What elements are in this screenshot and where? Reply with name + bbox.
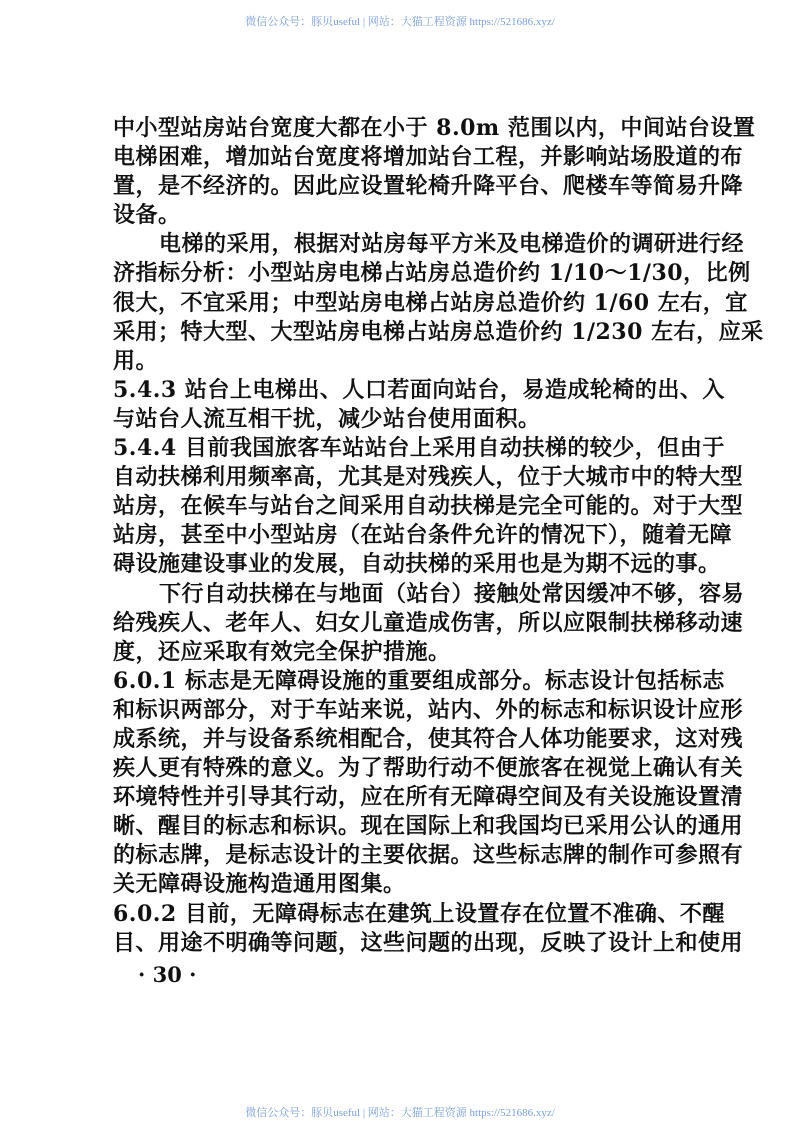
text-line: 设备。 (113, 202, 181, 229)
watermark-bottom: 微信公众号：豚贝useful | 网站：大猫工程资源 https://521686.xyz/ (245, 1107, 555, 1119)
text-line: 疾人更有特殊的意义。为了帮助行动不便旅客在视觉上确认有关 (113, 755, 744, 782)
text-line: 置，是不经济的。因此应设置轮椅升降平台、爬楼车等简易升降 (113, 173, 744, 200)
watermark-top: 微信公众号：豚贝useful | 网站：大猫工程资源 https://521686.xyz/ (245, 16, 555, 28)
text-line: 5.4.4 目前我国旅客车站站台上采用自动扶梯的较少，但由于 (113, 435, 725, 462)
text-line: 用。 (113, 347, 159, 374)
text-line: 中小型站房站台宽度大都在小于 8.0m 范围以内，中间站台设置 (113, 115, 756, 141)
text-line: 站房，在候车与站台之间采用自动扶梯是完全可能的。对于大型 (113, 493, 744, 520)
text-line: 6.0.1 标志是无障碍设施的重要组成部分。标志设计包括标志 (113, 667, 725, 694)
text-line: 和标识两部分，对于车站来说，站内、外的标志和标识设计应形 (113, 696, 744, 723)
text-line: 碍设施建设事业的发展，自动扶梯的采用也是为期不远的事。 (113, 551, 721, 578)
text-line: 晰、醒目的标志和标识。现在国际上和我国均已采用公认的通用 (113, 813, 744, 840)
text-line: 与站台人流互相干扰，减少站台使用面积。 (113, 405, 541, 432)
text-line: 济指标分析：小型站房电梯占站房总造价约 1/10～1/30，比例 (113, 260, 751, 287)
text-line: 很大，不宜采用；中型站房电梯占站房总造价约 1/60 左右，宜 (113, 289, 748, 316)
text-line: 电梯困难，增加站台宽度将增加站台工程，并影响站场股道的布 (113, 144, 744, 171)
text-line: 5.4.3 站台上电梯出、人口若面向站台，易造成轮椅的出、入 (113, 376, 725, 403)
text-line: 电梯的采用，根据对站房每平方米及电梯造价的调研进行经 (159, 231, 745, 258)
page-number: · 30 · (138, 962, 197, 987)
text-line: 度，还应采取有效完全保护措施。 (113, 638, 451, 665)
text-line: 成系统，并与设备系统相配合，使其符合人体功能要求，这对残 (113, 725, 744, 752)
text-line: 关无障碍设施构造通用图集。 (113, 871, 406, 898)
text-line: 目、用途不明确等问题，这些问题的出现，反映了设计上和使用 (113, 929, 744, 956)
text-line: 6.0.2 目前，无障碍标志在建筑上设置存在位置不准确、不醒 (113, 900, 725, 927)
text-line: 给残疾人、老年人、妇女儿童造成伤害，所以应限制扶梯移动速 (113, 609, 744, 636)
text-line: 环境特性并引导其行动，应在所有无障碍空间及有关设施设置清 (113, 784, 744, 811)
text-line: 的标志牌，是标志设计的主要依据。这些标志牌的制作可参照有 (113, 842, 744, 869)
text-line: 站房，甚至中小型站房（在站台条件允许的情况下），随着无障 (113, 522, 733, 549)
text-line: 采用；特大型、大型站房电梯占站房总造价约 1/230 左右，应采 (113, 318, 764, 345)
document-body (113, 114, 764, 958)
text-line: 下行自动扶梯在与地面（站台）接触处常因缓冲不够，容易 (159, 580, 745, 607)
text-line: 自动扶梯利用频率高，尤其是对残疾人，位于大城市中的特大型 (113, 464, 744, 491)
